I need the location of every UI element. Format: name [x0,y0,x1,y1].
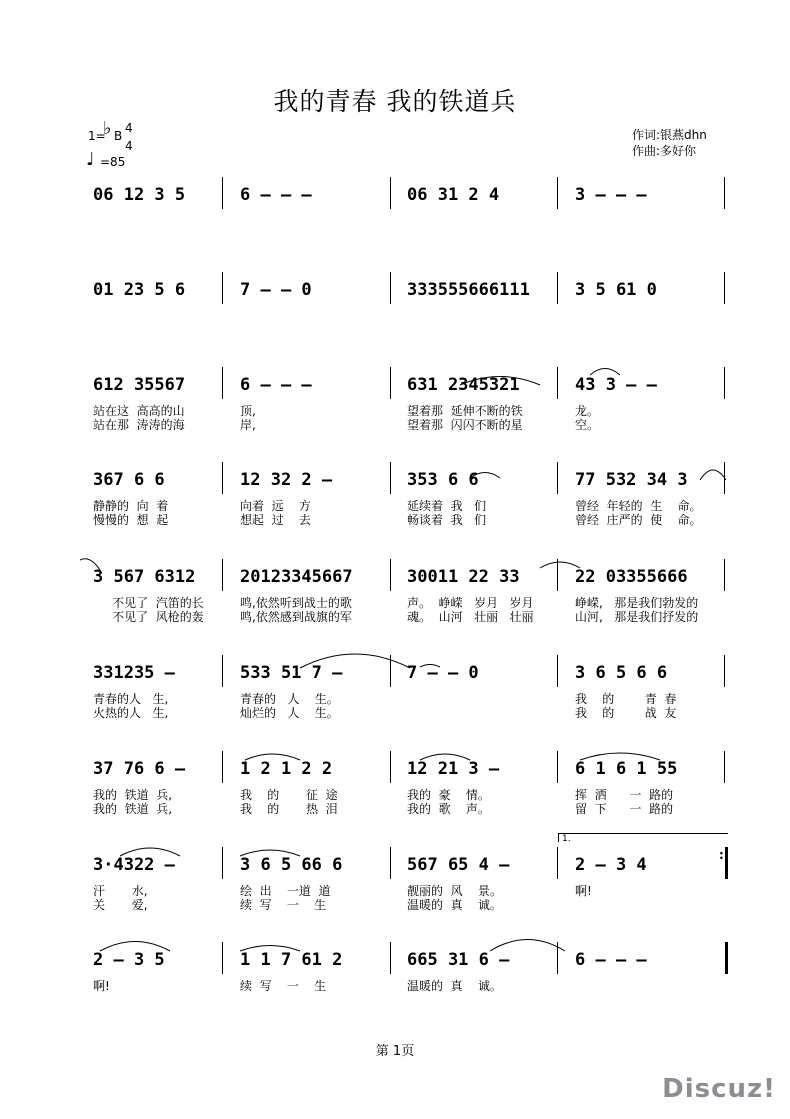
lyric-line: 畅谈着 我 们 [407,513,487,527]
lyric-line: 站在这 高高的山 [93,404,185,418]
slur-arc [490,940,565,952]
lyric-line: 我 的 战 友 [575,706,677,720]
lyric-line: 慢慢的 想 起 [93,513,169,527]
measure: 7 – – 0 [240,280,312,300]
slur-arc [100,942,170,952]
lyric-line: 温暖的 真 诚。 [407,979,502,993]
measure: 6 – – – [240,185,312,205]
lyric-line: 靓丽的 风 景。 [407,884,502,898]
lyric-line: 鸣,依然听到战士的歌 [240,596,352,610]
measure: 331235 – [93,663,175,683]
measure: 37 76 6 – [93,759,186,779]
flat-sign: ♭ [103,118,112,139]
measure: 367 6 6 [93,470,165,490]
measure: 1 2 1 2 2 [240,759,333,779]
measure: 22 03355666 [575,567,688,587]
lyric-line: 我的 铁道 兵, [93,802,173,816]
lyric-line: 魂。 山河 壮丽 壮丽 [407,610,534,624]
measure: 01 23 5 6 [93,280,186,300]
lyric-line: 想起 过 去 [240,513,311,527]
lyric-line: 关 爱, [93,898,148,912]
song-title: 我的青春 我的铁道兵 [273,87,517,116]
measure: 612 35567 [93,375,186,395]
measure: 3 6 5 6 6 [575,663,668,683]
watermark-logo: Discuz! [662,1074,776,1104]
slur-arc [80,559,100,570]
key-prefix: 1= [88,129,106,143]
lyric-line: 声。 峥嵘 岁月 岁月 [407,596,534,610]
lyric-line: 静静的 向 着 [93,499,169,513]
measure: 43 3 – – [575,375,657,395]
measure: 2 – 3 5 [93,950,165,970]
measure: 12 32 2 – [240,470,333,490]
slur-arc [120,848,180,856]
measure: 06 12 3 5 [93,185,186,205]
measure: 1 1 7 61 2 [240,950,343,970]
lyric-line: 续 写 一 生 [240,898,327,912]
measure: 6 – – – [575,950,647,970]
lyric-line: 我的 豪 情。 [407,788,490,802]
measure: 665 31 6 – [407,950,510,970]
slur-arc [240,850,300,856]
measure: 30011 22 33 [407,567,520,587]
slur-arc [540,562,580,568]
lyric-line: 留 下 一 路的 [575,802,674,816]
lyric-line: 续 写 一 生 [240,979,327,993]
measure: 353 6 6 [407,470,479,490]
slur-arc [470,473,500,479]
measure: 6 – – – [240,375,312,395]
quarter-note-icon: ♩ [86,149,95,170]
lyric-line: 灿烂的 人 生。 [240,706,339,720]
lyric-line: 鸣,依然感到战旗的军 [240,610,352,624]
lyric-line: 我的 铁道 兵, [93,788,173,802]
measure: 20123345667 [240,567,353,587]
lyric-line: 不见了 汽笛的长 [93,596,204,610]
measure: 3 567 6312 [93,567,196,587]
lyric-line: 汗 水, [93,884,148,898]
lyric-line: 青春的 人 生。 [240,692,339,706]
lyric-line: 曾经 年轻的 生 命。 [575,499,702,513]
lyric-line: 火热的人 生, [93,706,169,720]
measure: 6 1 6 1 55 [575,759,678,779]
lyric-line: 龙。 [575,404,600,418]
lyric-line: 望着那 闪闪不断的星 [407,418,523,432]
measure: 2 – 3 4 [575,855,647,875]
lyric-line: 我 的 青 春 [575,692,677,706]
measure: 631 2345321 [407,375,520,395]
lyric-line: 山河, 那是我们抒发的 [575,610,699,624]
slur-arc [420,754,470,760]
lyric-line: 站在那 涛涛的海 [93,418,185,432]
measure: 7 – – 0 [407,663,479,683]
lyric-line: 啊! [93,979,110,993]
lyric-line: 我的 歌 声。 [407,802,490,816]
time-unit: 4 [125,139,133,153]
tempo-value: =85 [100,155,126,169]
lyric-line: 空。 [575,418,600,432]
slur-arc [420,665,440,668]
slur-arc [580,753,660,760]
volta-bracket: 1. [558,833,728,842]
lyric-line: 峥嵘, 那是我们勃发的 [575,596,699,610]
lyric-line: 不见了 风枪的轰 [93,610,204,624]
measure: 77 532 34 3 [575,470,688,490]
slur-arc [590,369,620,376]
measure: 533 51 7 – [240,663,343,683]
lyric-line: 我 的 征 途 [240,788,338,802]
measure: 567 65 4 – [407,855,510,875]
slur-arc [245,754,300,760]
measure: 3·4322 – [93,855,175,875]
lyricist: 作词:银燕dhn [632,128,707,142]
lyric-line: 延续着 我 们 [407,499,487,513]
lyric-line: 岸, [240,418,256,432]
page-number: 第 1页 [375,1044,415,1059]
repeat-dots: : [719,848,724,862]
measure: 3 6 5 66 6 [240,855,343,875]
lyric-line: 我 的 热 泪 [240,802,338,816]
lyric-line: 啊! [575,884,592,898]
slur-arc [460,377,540,386]
time-beats: 4 [125,121,133,135]
composer: 作曲:多好你 [632,144,697,158]
measure: 3 5 61 0 [575,280,657,300]
slur-arc [700,470,726,480]
lyric-line: 绘 出 一道 道 [240,884,331,898]
key-note: B [114,129,123,143]
measure: 333555666111 [407,280,530,300]
lyric-line: 温暖的 真 诚。 [407,898,502,912]
lyric-line: 望着那 延伸不断的铁 [407,404,523,418]
measure: 12 21 3 – [407,759,500,779]
lyric-line: 顶, [240,404,256,418]
slur-arc [240,946,300,952]
measure: 06 31 2 4 [407,185,500,205]
lyric-line: 挥 洒 一 路的 [575,788,674,802]
slur-arc [300,654,410,668]
measure: 3 – – – [575,185,647,205]
lyric-line: 向着 远 方 [240,499,311,513]
lyric-line: 青春的人 生, [93,692,169,706]
lyric-line: 曾经 庄严的 使 命。 [575,513,702,527]
